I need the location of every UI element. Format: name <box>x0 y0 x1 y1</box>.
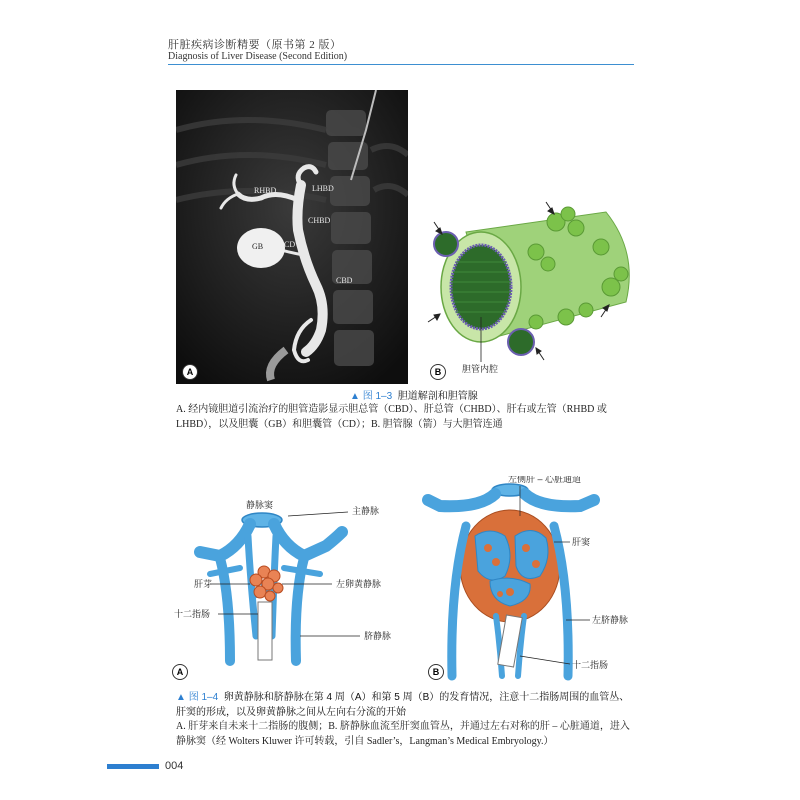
label-left-vitelline-vein: 左卵黄静脉 <box>336 579 382 589</box>
label-lhbd: LHBD <box>312 184 334 193</box>
label-cd: CD <box>284 240 296 249</box>
label-left-hepatocardiac-channel: 左侧肝 – 心脏通道 <box>508 476 582 484</box>
figure-1-4-caption <box>176 690 638 720</box>
caption-title: 胆道解剖和胆管腺 <box>397 391 478 402</box>
label-left-umbilical-vein: 左脐静脉 <box>592 615 629 625</box>
running-header-title: 肝脏疾病诊断精要（原书第 2 版） <box>168 39 342 51</box>
page-number: 004 <box>165 760 184 772</box>
panel-b-veins <box>428 484 594 506</box>
label-rhbd: RHBD <box>254 186 277 195</box>
running-header-subtitle: Diagnosis of Liver Disease (Second Edition) <box>168 51 348 62</box>
panel-letter-a: A <box>182 364 198 380</box>
label-sinus-venosus: 静脉窦 <box>246 500 274 510</box>
label-duct-lumen: 胆管内腔 <box>462 364 499 374</box>
figure-1-3-caption <box>350 387 478 402</box>
label-chbd: CHBD <box>308 216 331 225</box>
panel-letter-4b: B <box>428 664 444 680</box>
header-rule <box>168 64 634 65</box>
caption-marker: ▲ <box>350 391 360 402</box>
bile-duct-gland-illustration <box>426 192 638 384</box>
caption-title-2: 卵黄静脉和脐静脉在第 4 周（A）和第 5 周（B）的发育情况，注意十二指肠周围的血管丛、肝窦的形成，以及卵黄静脉之间从左向右分流的开始 <box>176 692 630 718</box>
panel-letter-b: B <box>430 364 446 380</box>
panel-letter-4a: A <box>172 664 188 680</box>
label-gb: GB <box>252 242 264 251</box>
label-cbd: CBD <box>336 276 353 285</box>
figure-1-4-description: A. 肝芽来自未来十二指肠的腹侧；B. 脐静脉血流至肝窦血管丛，并通过左右对称的肝 – 心脏通道，进入静脉窦（经 Wolters Kluwer 许可转载，引自 Sadler’s，Langman’s Medical Embryology.） <box>176 721 630 747</box>
figure-1-3-description: A. 经内镜胆道引流治疗的胆管造影显示胆总管（CBD）、肝总管（CHBD）、肝右或左管（RHBD 或 LHBD），以及胆囊（GB）和胆囊管（CD）；B. 胆管腺（箭）与大胆管连通 <box>176 404 607 430</box>
vein-development-illustration <box>170 476 640 684</box>
vein-development-drawing <box>170 476 640 684</box>
label-duodenum-a: 十二指肠 <box>174 609 211 619</box>
label-liver-bud: 肝芽 <box>194 579 213 589</box>
caption-number: 图 1–3 <box>362 391 393 402</box>
cholangiogram-image <box>176 90 408 384</box>
bile-duct-gland-drawing <box>426 192 638 384</box>
label-umbilical-vein: 脐静脉 <box>364 631 392 641</box>
label-duodenum-b: 十二指肠 <box>572 660 609 670</box>
cholangiogram-drawing <box>176 90 408 384</box>
label-main-vein: 主静脉 <box>352 506 380 516</box>
liver-bud-cells <box>250 566 283 601</box>
label-hepatic-sinusoid: 肝窦 <box>572 537 591 547</box>
caption-number-2: 图 1–4 <box>188 692 219 703</box>
caption-marker-2: ▲ <box>176 692 186 703</box>
footer-bar <box>107 764 159 769</box>
